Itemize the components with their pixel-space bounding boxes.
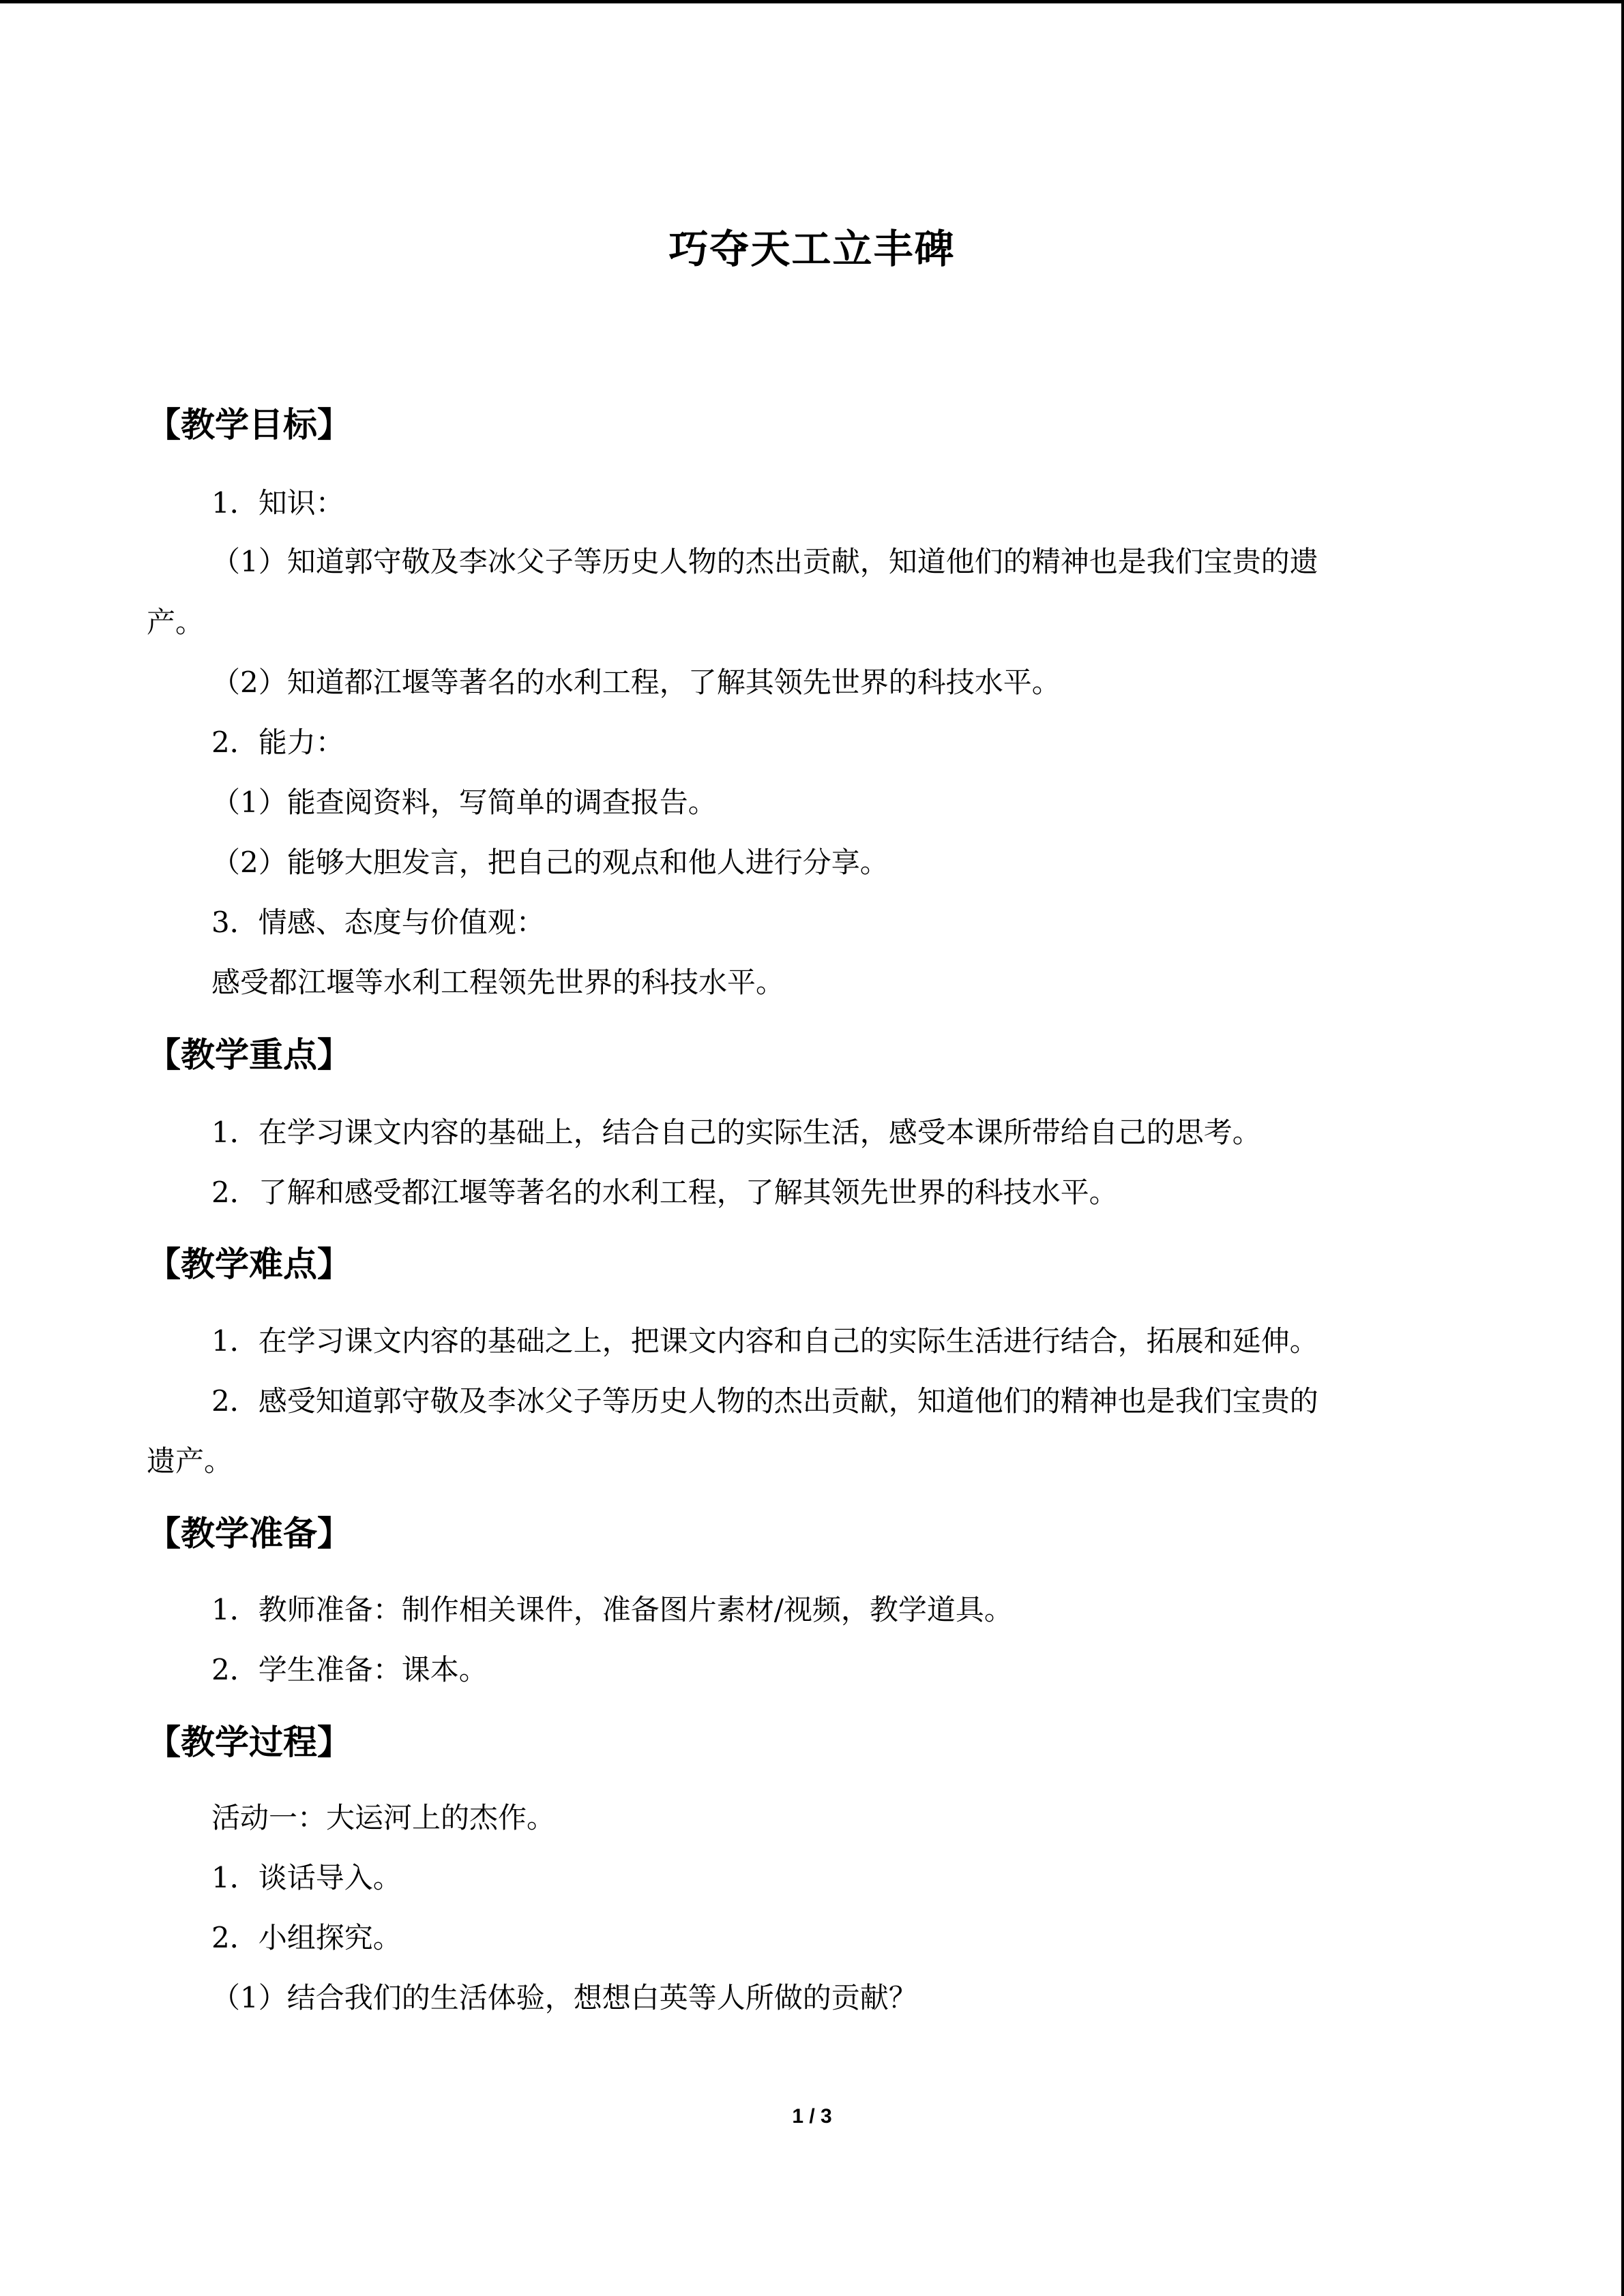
paragraph: 2．小组探究。 — [211, 1921, 402, 1954]
paragraph-continuation: 遗产。 — [147, 1444, 233, 1478]
paragraph: （1）结合我们的生活体验，想想白英等人所做的贡献？ — [211, 1981, 917, 2014]
paragraph: 2．学生准备：课本。 — [211, 1653, 488, 1686]
paragraph-continuation: 产。 — [147, 606, 205, 639]
document-title: 巧夺天工立丰碑 — [668, 226, 956, 272]
paragraph: 活动一：大运河上的杰作。 — [211, 1801, 556, 1834]
paragraph: 1．知识： — [211, 486, 344, 520]
section-heading-objectives: 【教学目标】 — [147, 405, 351, 445]
right-border — [1621, 0, 1624, 2296]
paragraph: （1）知道郭守敬及李冰父子等历史人物的杰出贡献，知道他们的精神也是我们宝贵的遗 — [211, 545, 1318, 578]
section-heading-difficulties: 【教学难点】 — [147, 1244, 351, 1284]
paragraph: 1．教师准备：制作相关课件，准备图片素材/视频，教学道具。 — [211, 1593, 1013, 1626]
paragraph: 感受都江堰等水利工程领先世界的科技水平。 — [211, 966, 785, 999]
paragraph: （1）能查阅资料，写简单的调查报告。 — [211, 786, 717, 819]
page-number: 1 / 3 — [792, 2105, 832, 2128]
section-heading-preparation: 【教学准备】 — [147, 1514, 351, 1553]
paragraph: 2．能力： — [211, 726, 344, 759]
paragraph: （2）知道都江堰等著名的水利工程，了解其领先世界的科技水平。 — [211, 666, 1061, 699]
section-heading-process: 【教学过程】 — [147, 1723, 351, 1762]
paragraph: 1．在学习课文内容的基础之上，把课文内容和自己的实际生活进行结合，拓展和延伸。 — [211, 1324, 1318, 1358]
paragraph: 1．在学习课文内容的基础上，结合自己的实际生活，感受本课所带给自己的思考。 — [211, 1116, 1261, 1149]
paragraph: 1．谈话导入。 — [211, 1861, 402, 1894]
paragraph: 3．情感、态度与价值观： — [211, 906, 545, 939]
paragraph: 2．感受知道郭守敬及李冰父子等历史人物的杰出贡献，知道他们的精神也是我们宝贵的 — [211, 1384, 1318, 1418]
paragraph: 2．了解和感受都江堰等著名的水利工程，了解其领先世界的科技水平。 — [211, 1176, 1118, 1209]
section-heading-key-points: 【教学重点】 — [147, 1035, 351, 1075]
paragraph: （2）能够大胆发言，把自己的观点和他人进行分享。 — [211, 846, 889, 879]
